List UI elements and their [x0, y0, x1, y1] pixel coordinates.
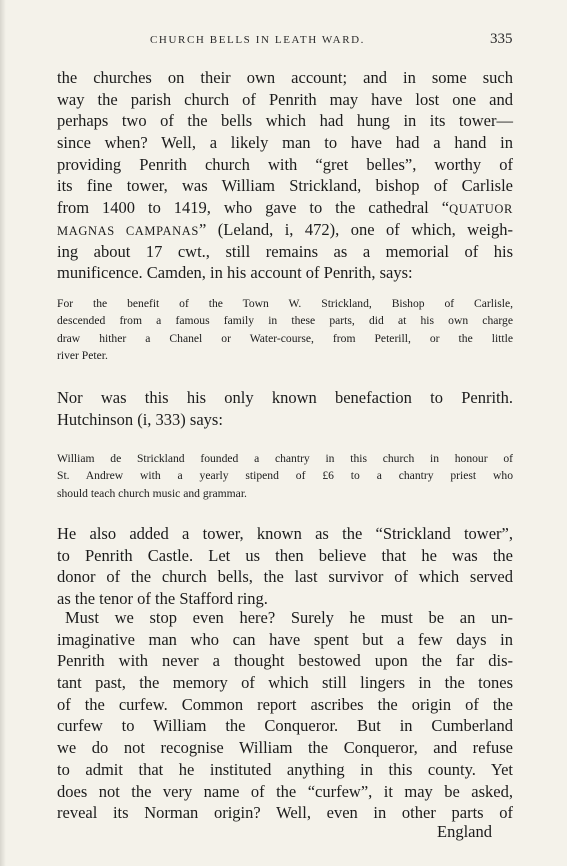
- text-line: Must we stop even here? Surely he must be an un-: [65, 608, 513, 627]
- quote-line: should teach church music and grammar.: [57, 486, 247, 500]
- quote-line: For the benefit of the Town W. Strickland, Bishop of Carlisle,: [57, 297, 513, 310]
- catchword: England: [437, 822, 492, 841]
- text-line: as the tenor of the Stafford ring.: [57, 589, 268, 609]
- page-header: [0, 31, 567, 54]
- paragraph-4: [57, 607, 513, 824]
- text-line: curfew to William the Conqueror. But in Cumberland: [57, 716, 513, 736]
- smallcaps-text: QUATUOR: [449, 202, 513, 217]
- page-edge-shadow: [0, 0, 6, 866]
- quote-line: St. Andrew with a yearly stipend of £6 to a chantry priest who: [57, 469, 513, 483]
- text-line: to Penrith Castle. Let us then believe that he was the: [57, 545, 513, 565]
- paragraph-1: [57, 67, 513, 284]
- text-line: does not the very name of the “curfew”, it may be asked,: [57, 781, 513, 801]
- text-line: providing Penrith church with “gret belles”, worthy of: [57, 154, 513, 174]
- text-line: [57, 197, 513, 219]
- block-quote-camden: [57, 295, 513, 364]
- text-line: He also added a tower, known as the “Strickland tower”,: [57, 524, 513, 543]
- page-number: 335: [490, 31, 513, 47]
- text-line: of the curfew. Common report ascribes the origin of the: [57, 694, 513, 714]
- text-line: munificence. Camden, in his account of Penrith, says:: [57, 263, 413, 283]
- text-line: Penrith with never a thought bestowed upon the far dis-: [57, 651, 513, 671]
- text-line: reveal its Norman origin? Well, even in other parts of: [57, 803, 513, 823]
- block-quote-hutchinson: [57, 450, 513, 502]
- text-line: Hutchinson (i, 333) says:: [57, 409, 223, 429]
- text-line: way the parish church of Penrith may have lost one and: [57, 89, 513, 109]
- text-line: its fine tower, was William Strickland, bishop of Carlisle: [57, 176, 513, 196]
- text-line: we do not recognise William the Conqueror, and refuse: [57, 738, 513, 758]
- text-fragment: ” (Leland, i, 472), one of which, weigh-: [198, 219, 514, 239]
- text-line: since when? Well, a likely man to have had a hand in: [57, 133, 513, 153]
- text-line: tant past, the memory of which still lingers in the tones: [57, 673, 513, 693]
- text-line: donor of the church bells, the last survivor of which served: [57, 567, 513, 587]
- text-line: [57, 219, 513, 241]
- text-line: to admit that he instituted anything in this county. Yet: [57, 759, 513, 779]
- text-line: the churches on their own account; and in some such: [57, 68, 513, 87]
- text-line: ing about 17 cwt., still remains as a memorial of his: [57, 241, 513, 261]
- smallcaps-text: MAGNAS CAMPANAS: [57, 223, 199, 238]
- text-fragment: from 1400 to 1419, who gave to the cathedral “: [57, 198, 450, 218]
- quote-line: William de Strickland founded a chantry in this church in honour of: [57, 452, 513, 465]
- quote-line: draw hither a Chanel or Water-course, from Peterill, or the little: [57, 331, 513, 345]
- paragraph-2: [57, 387, 513, 430]
- quote-line: descended from a famous family in these parts, did at his own charge: [57, 314, 513, 328]
- text-line: perhaps two of the bells which had hung in its tower—: [57, 111, 513, 131]
- text-line: imaginative man who can have spent but a few days in: [57, 629, 513, 649]
- paragraph-3: [57, 523, 513, 610]
- quote-line: river Peter.: [57, 348, 108, 362]
- running-head: CHURCH BELLS IN LEATH WARD.: [150, 34, 366, 46]
- text-line: Nor was this his only known benefaction to Penrith.: [57, 388, 513, 407]
